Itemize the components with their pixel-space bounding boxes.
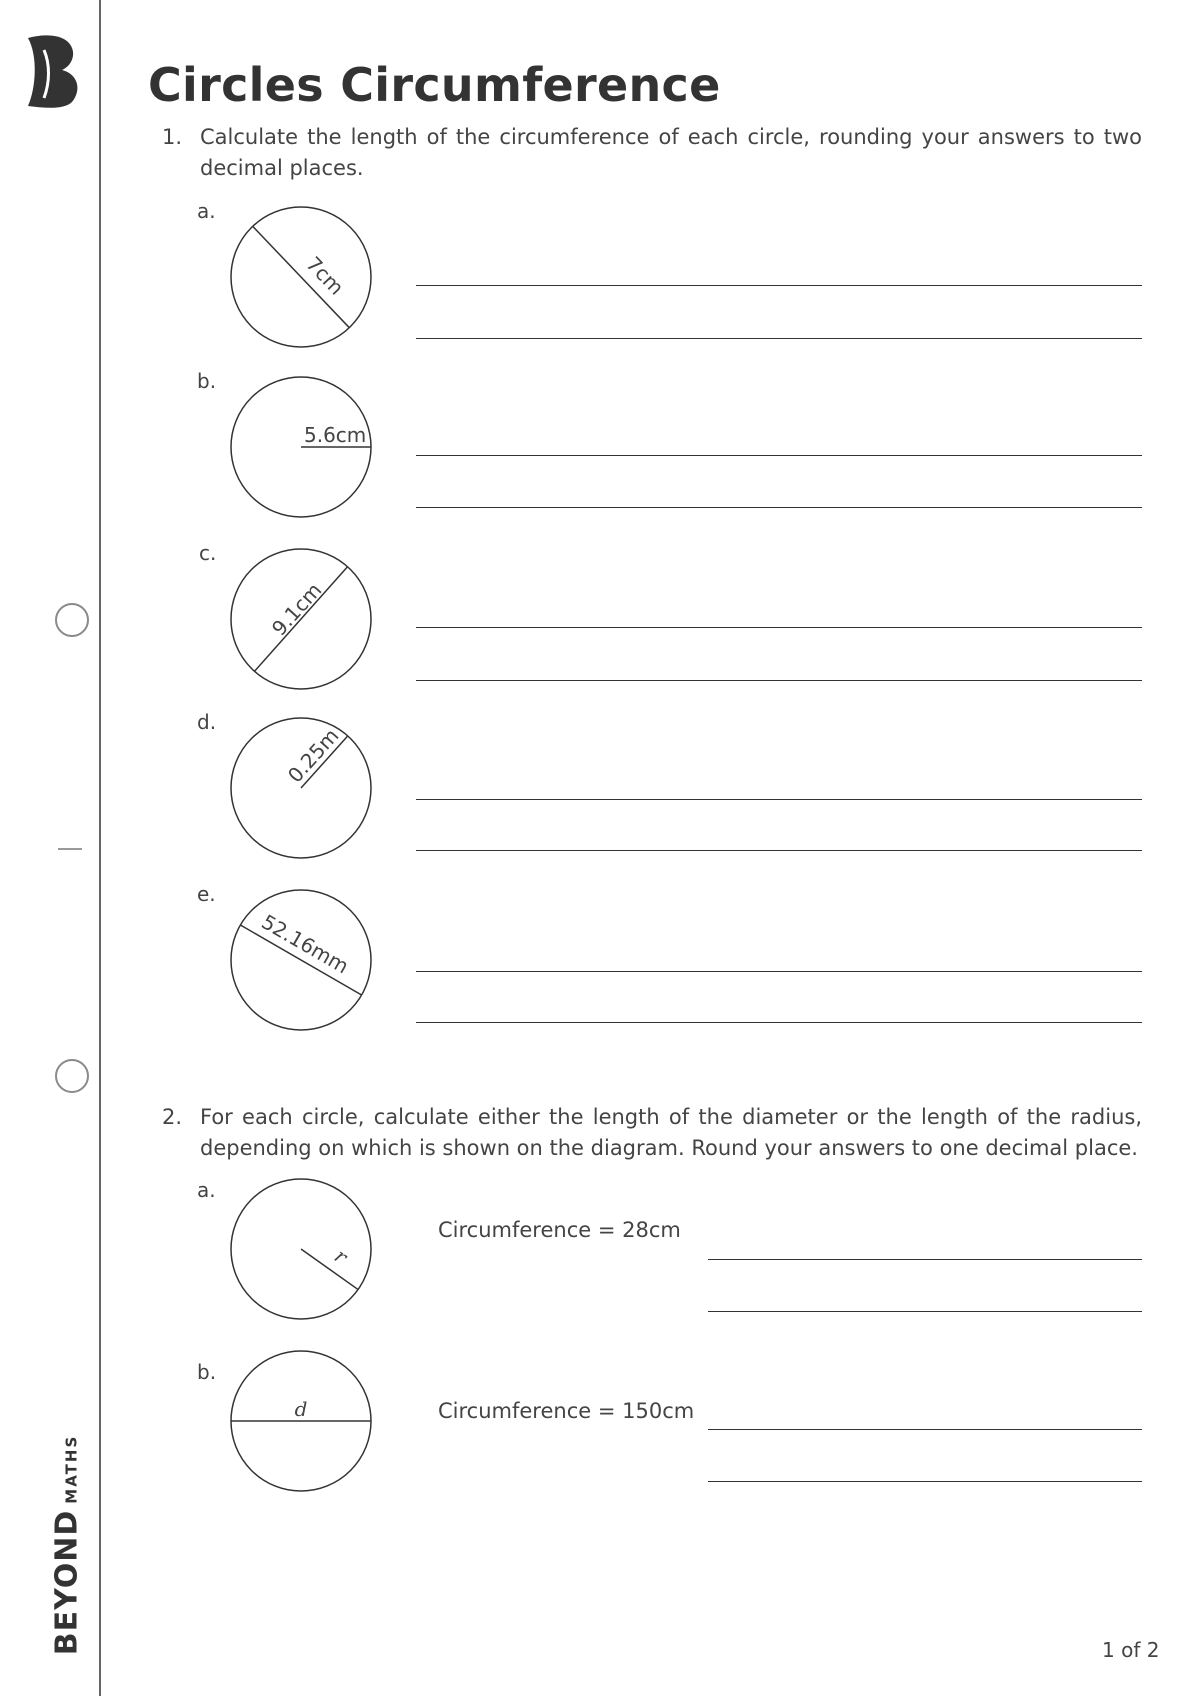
q2-part-a-letter: a. <box>197 1178 216 1202</box>
q1d-circle-diagram <box>229 716 373 860</box>
margin-line <box>99 0 101 1696</box>
q1-part-a-letter: a. <box>197 199 216 223</box>
punch-hole-top <box>55 603 89 637</box>
q2b-diameter-symbol: d <box>294 1397 308 1421</box>
q1d-answer-line-2[interactable] <box>416 850 1142 851</box>
q1-part-e-letter: e. <box>197 882 216 906</box>
q2b-circle-diagram <box>229 1349 373 1493</box>
fold-mark <box>58 848 82 850</box>
q2a-circumference-label: Circumference = 28cm <box>438 1218 681 1242</box>
q1e-measure: 52.16mm <box>257 909 353 979</box>
q1d-answer-line-1[interactable] <box>416 799 1142 800</box>
punch-hole-bottom <box>55 1059 89 1093</box>
q1c-measure: 9.1cm <box>266 577 327 641</box>
q1c-answer-line-2[interactable] <box>416 680 1142 681</box>
brand-sub: MATHS <box>62 1434 81 1504</box>
q2a-answer-line-1[interactable] <box>708 1259 1142 1260</box>
page-number: 1 of 2 <box>1102 1638 1160 1662</box>
q1b-answer-line-1[interactable] <box>416 455 1142 456</box>
q1c-answer-line-1[interactable] <box>416 627 1142 628</box>
question-2-text: For each circle, calculate either the length of the diameter or the length of the radius, depending on which is shown on the diagram. Round your answers to one decimal place. <box>200 1105 1142 1160</box>
q1-part-b-letter: b. <box>197 369 217 393</box>
q1b-circle-diagram <box>229 375 373 519</box>
question-2-number: 2. <box>162 1105 183 1129</box>
q1b-answer-line-2[interactable] <box>416 507 1142 508</box>
q2b-answer-line-1[interactable] <box>708 1429 1142 1430</box>
question-1-text: Calculate the length of the circumference of each circle, rounding your answers to two decimal places. <box>200 125 1142 180</box>
question-1-number: 1. <box>162 125 183 149</box>
brand-main: BEYOND <box>49 1509 85 1656</box>
q1a-circle-diagram <box>229 205 373 349</box>
q1a-answer-line-1[interactable] <box>416 285 1142 286</box>
q2b-circumference-label: Circumference = 150cm <box>438 1399 695 1423</box>
page-title: Circles Circumference <box>148 58 721 112</box>
q1e-answer-line-2[interactable] <box>416 1022 1142 1023</box>
q2a-answer-line-2[interactable] <box>708 1311 1142 1312</box>
beyond-logo-icon <box>22 28 82 112</box>
q2a-circle-diagram <box>229 1177 373 1321</box>
q2a-radius-symbol: r <box>330 1243 352 1269</box>
q1e-circle-diagram <box>229 888 373 1032</box>
q1a-measure: 7cm <box>301 251 349 300</box>
q1-part-d-letter: d. <box>197 710 217 734</box>
q1a-answer-line-2[interactable] <box>416 338 1142 339</box>
q1c-circle-diagram <box>229 547 373 691</box>
q1d-measure: 0.25m <box>282 723 344 788</box>
q2-part-b-letter: b. <box>197 1360 217 1384</box>
q1e-answer-line-1[interactable] <box>416 971 1142 972</box>
q1b-measure: 5.6cm <box>304 423 367 447</box>
brand-wordmark <box>50 1435 85 1656</box>
q2b-answer-line-2[interactable] <box>708 1481 1142 1482</box>
q1-part-c-letter: c. <box>199 541 217 565</box>
